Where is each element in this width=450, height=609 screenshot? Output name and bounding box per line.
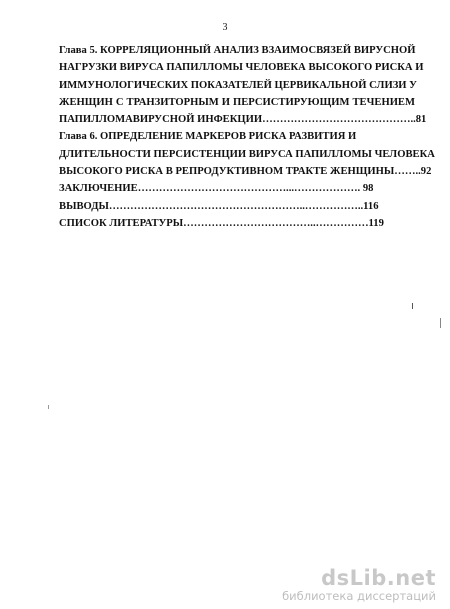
toc-chapter6-line2: ДЛИТЕЛЬНОСТИ ПЕРСИСТЕНЦИИ ВИРУСА ПАПИЛЛОМЫ ЧЕЛОВЕКА bbox=[59, 148, 435, 160]
toc-chapter5-line1: Глава 5. КОРРЕЛЯЦИОННЫЙ АНАЛИЗ ВЗАИМОСВЯЗЕЙ ВИРУСНОЙ bbox=[59, 45, 416, 56]
table-of-contents bbox=[59, 42, 435, 232]
toc-references: СПИСОК ЛИТЕРАТУРЫ………………………………..……………119 bbox=[59, 217, 384, 229]
scan-artifact-mark bbox=[48, 405, 49, 409]
scan-artifact-mark bbox=[440, 318, 441, 328]
watermark-subtitle: библиотека диссертаций bbox=[282, 589, 436, 603]
toc-chapter5-line2: НАГРУЗКИ ВИРУСА ПАПИЛЛОМЫ ЧЕЛОВЕКА ВЫСОКОГО РИСКА И bbox=[59, 62, 424, 74]
toc-chapter5-line5: ПАПИЛЛОМАВИРУСНОЙ ИНФЕКЦИИ……………………………………..81 bbox=[59, 114, 427, 126]
toc-findings: ВЫВОДЫ………………………………………………..……………..116 bbox=[59, 200, 379, 212]
toc-chapter5-line4: ЖЕНЩИН С ТРАНЗИТОРНЫМ И ПЕРСИСТИРУЮЩИМ ТЕЧЕНИЕМ bbox=[59, 96, 415, 108]
toc-chapter6-line3: ВЫСОКОГО РИСКА В РЕПРОДУКТИВНОМ ТРАКТЕ ЖЕНЩИНЫ……..92 bbox=[59, 166, 432, 178]
toc-conclusion: ЗАКЛЮЧЕНИЕ……………………………………...………………. 98 bbox=[59, 183, 374, 195]
watermark-logo-tld: .net bbox=[386, 566, 436, 590]
watermark-logo bbox=[282, 567, 436, 589]
watermark-logo-main: dsLib bbox=[321, 566, 387, 590]
scan-artifact-mark bbox=[412, 303, 413, 309]
dslib-watermark bbox=[282, 567, 436, 603]
toc-chapter5-line3: ИММУНОЛОГИЧЕСКИХ ПОКАЗАТЕЛЕЙ ЦЕРВИКАЛЬНОЙ СЛИЗИ У bbox=[59, 79, 417, 91]
toc-chapter6-line1: Глава 6. ОПРЕДЕЛЕНИЕ МАРКЕРОВ РИСКА РАЗВИТИЯ И bbox=[59, 131, 357, 143]
page-number: 3 bbox=[222, 22, 228, 33]
